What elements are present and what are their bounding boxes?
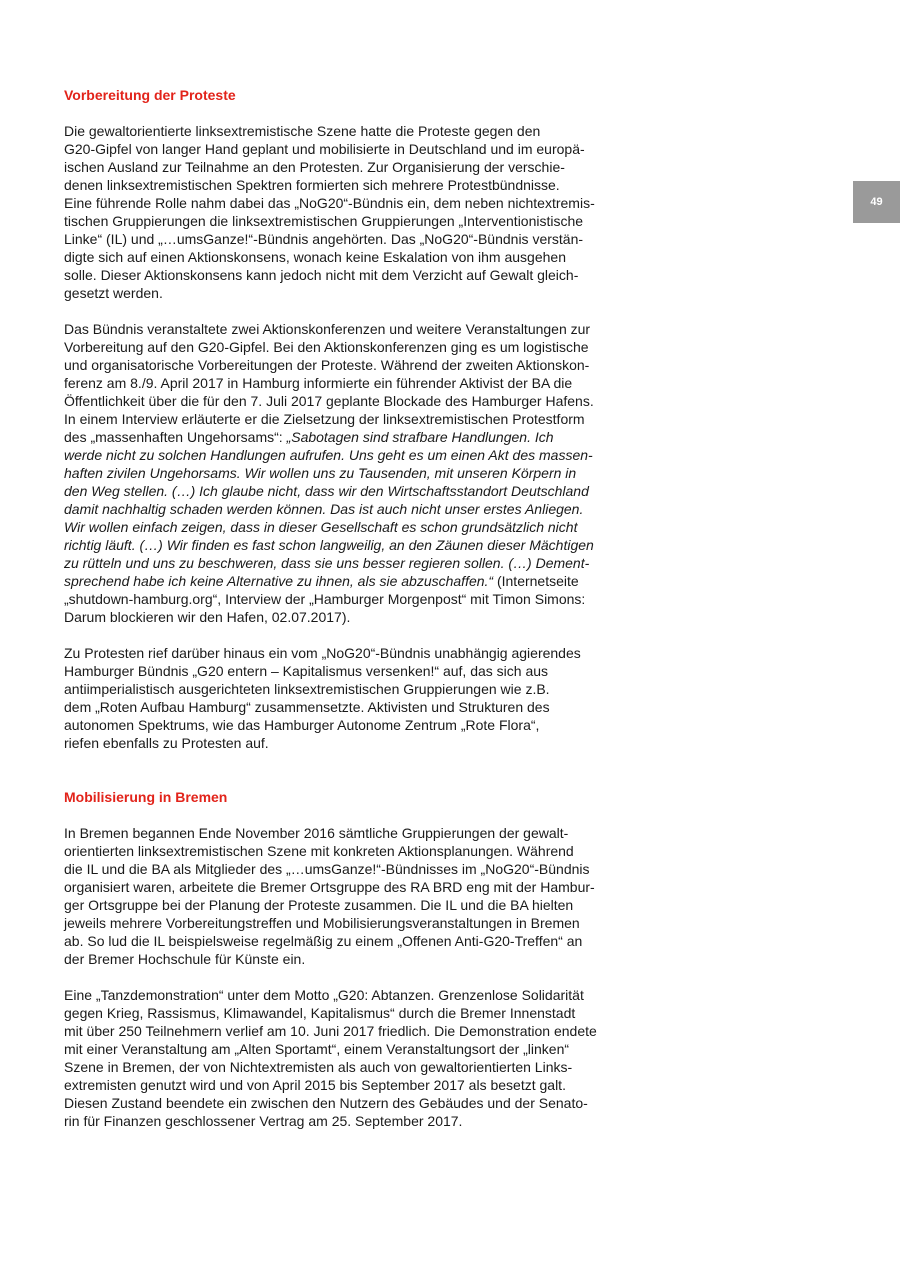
text-line: mit über 250 Teilnehmern verlief am 10. Juni 2017 friedlich. Die Demonstration endete: [64, 1023, 597, 1039]
text-line: Das Bündnis veranstaltete zwei Aktionskonferenzen und weitere Veranstaltungen zur: [64, 321, 591, 337]
text-line: die IL und die BA als Mitglieder des „…umsGanze!“-Bündnisses im „NoG20“-Bündnis: [64, 861, 590, 877]
text-line: extremisten genutzt wird und von April 2015 bis September 2017 als besetzt galt.: [64, 1077, 566, 1093]
text-line: Diesen Zustand beendete ein zwischen den Nutzern des Gebäudes und der Senato-: [64, 1095, 588, 1111]
quote-line: zu rütteln und uns zu beschweren, dass sie uns besser regieren sollen. (…) Dement-: [64, 555, 590, 571]
text-line: denen linksextremistischen Spektren formierten sich mehrere Protestbündnisse.: [64, 177, 560, 193]
text-line: ischen Ausland zur Teilnahme an den Protesten. Zur Organisierung der verschie-: [64, 159, 565, 175]
text-line: Zu Protesten rief darüber hinaus ein vom „NoG20“-Bündnis unabhängig agierendes: [64, 645, 581, 661]
quote-text: „Sabotagen sind strafbare Handlungen. Ich: [286, 429, 554, 445]
text-line: dem „Roten Aufbau Hamburg“ zusammensetzte. Aktivisten und Strukturen des: [64, 699, 550, 715]
quote-line: haften zivilen Ungehorsams. Wir wollen uns zu Tausenden, mit unseren Körpern in: [64, 465, 577, 481]
text-line: mit einer Veranstaltung am „Alten Sportamt“, einem Veranstaltungsort der „linken“: [64, 1041, 570, 1057]
quote-line: den Weg stellen. (…) Ich glaube nicht, dass wir den Wirtschaftsstandort Deutschland: [64, 483, 589, 499]
text-line: der Bremer Hochschule für Künste ein.: [64, 951, 306, 967]
section-heading-vorbereitung: Vorbereitung der Proteste: [64, 87, 236, 103]
text-line: ferenz am 8./9. April 2017 in Hamburg informierte ein führender Aktivist der BA die: [64, 375, 573, 391]
text-line: antiimperialistisch ausgerichteten linksextremistischen Gruppierungen wie z.B.: [64, 681, 550, 697]
text-line: Darum blockieren wir den Hafen, 02.07.2017).: [64, 609, 351, 625]
text-line: orientierten linksextremistischen Szene mit konkreten Aktionsplanungen. Während: [64, 843, 574, 859]
text-segment: des „massenhaften Ungehorsams“:: [64, 429, 287, 445]
text-line: Eine „Tanzdemonstration“ unter dem Motto „G20: Abtanzen. Grenzenlose Solidarität: [64, 987, 584, 1003]
text-line: Szene in Bremen, der von Nichtextremisten als auch von gewaltorientierten Links-: [64, 1059, 573, 1075]
quote-line: Wir wollen einfach zeigen, dass in dieser Gesellschaft es schon grundsätzlich nicht: [64, 519, 578, 535]
quote-line: richtig läuft. (…) Wir finden es fast schon langweilig, an den Zäunen dieser Mächtigen: [64, 537, 594, 553]
text-line: G20-Gipfel von langer Hand geplant und mobilisierte in Deutschland und im europä-: [64, 141, 585, 157]
text-line: Öffentlichkeit über die für den 7. Juli 2017 geplante Blockade des Hamburger Hafens.: [64, 393, 594, 409]
text-line: digte sich auf einen Aktionskonsens, wonach keine Eskalation von ihm ausgehen: [64, 249, 566, 265]
quote-line: damit nachhaltig schaden werden können. Das ist auch nicht unser erstes Anliegen.: [64, 501, 584, 517]
text-line: tischen Gruppierungen die linksextremistischen Gruppierungen „Interventionistische: [64, 213, 584, 229]
text-line: Hamburger Bündnis „G20 entern – Kapitalismus versenken!“ auf, das sich aus: [64, 663, 549, 679]
text-line: Eine führende Rolle nahm dabei das „NoG20“-Bündnis ein, dem neben nichtextremis-: [64, 195, 595, 211]
page-number-tab: [853, 181, 900, 223]
text-line: riefen ebenfalls zu Protesten auf.: [64, 735, 269, 751]
text-line: ab. So lud die IL beispielsweise regelmäßig zu einem „Offenen Anti-G20-Treffen“ an: [64, 933, 583, 949]
text-line: Die gewaltorientierte linksextremistische Szene hatte die Proteste gegen den: [64, 123, 541, 139]
text-line: [64, 572, 614, 590]
text-line: gesetzt werden.: [64, 285, 163, 301]
document-body: [64, 86, 614, 1130]
text-line: solle. Dieser Aktionskonsens kann jedoch nicht mit dem Verzicht auf Gewalt gleich-: [64, 267, 579, 283]
quote-line: werde nicht zu solchen Handlungen aufrufen. Uns geht es um einen Akt des massen-: [64, 447, 593, 463]
text-line: rin für Finanzen geschlossener Vertrag am 25. September 2017.: [64, 1113, 463, 1129]
paragraph: [64, 122, 614, 302]
text-line: autonomen Spektrums, wie das Hamburger Autonome Zentrum „Rote Flora“,: [64, 717, 540, 733]
text-line: „shutdown-hamburg.org“, Interview der „Hamburger Morgenpost“ mit Timon Simons:: [64, 591, 586, 607]
text-line: und organisatorische Vorbereitungen der Proteste. Während der zweiten Aktionskon-: [64, 357, 590, 373]
section-heading-mobilisierung: Mobilisierung in Bremen: [64, 789, 228, 805]
text-line: Linke“ (IL) und „…umsGanze!“-Bündnis angehörten. Das „NoG20“-Bündnis verstän-: [64, 231, 584, 247]
page-number: 49: [870, 196, 883, 208]
text-line: In Bremen begannen Ende November 2016 sämtliche Gruppierungen der gewalt-: [64, 825, 569, 841]
paragraph: [64, 824, 614, 968]
paragraph: [64, 644, 614, 752]
text-line: gegen Krieg, Rassismus, Klimawandel, Kapitalismus“ durch die Bremer Innenstadt: [64, 1005, 576, 1021]
text-line: organisiert waren, arbeitete die Bremer Ortsgruppe des RA BRD eng mit der Hambur-: [64, 879, 595, 895]
text-line: In einem Interview erläuterte er die Zielsetzung der linksextremistischen Protestform: [64, 411, 585, 427]
text-line: Vorbereitung auf den G20-Gipfel. Bei den Aktionskonferenzen ging es um logistische: [64, 339, 589, 355]
text-line: [64, 428, 614, 446]
paragraph: [64, 986, 614, 1130]
paragraph-with-quote: [64, 320, 614, 626]
text-line: jeweils mehrere Vorbereitungstreffen und Mobilisierungsveranstaltungen in Bremen: [64, 915, 580, 931]
text-segment: (Internetseite: [493, 573, 579, 589]
quote-text: sprechend habe ich keine Alternative zu ihnen, als sie abzuschaffen.“: [64, 573, 494, 589]
text-line: ger Ortsgruppe bei der Planung der Proteste zusammen. Die IL und die BA hielten: [64, 897, 574, 913]
